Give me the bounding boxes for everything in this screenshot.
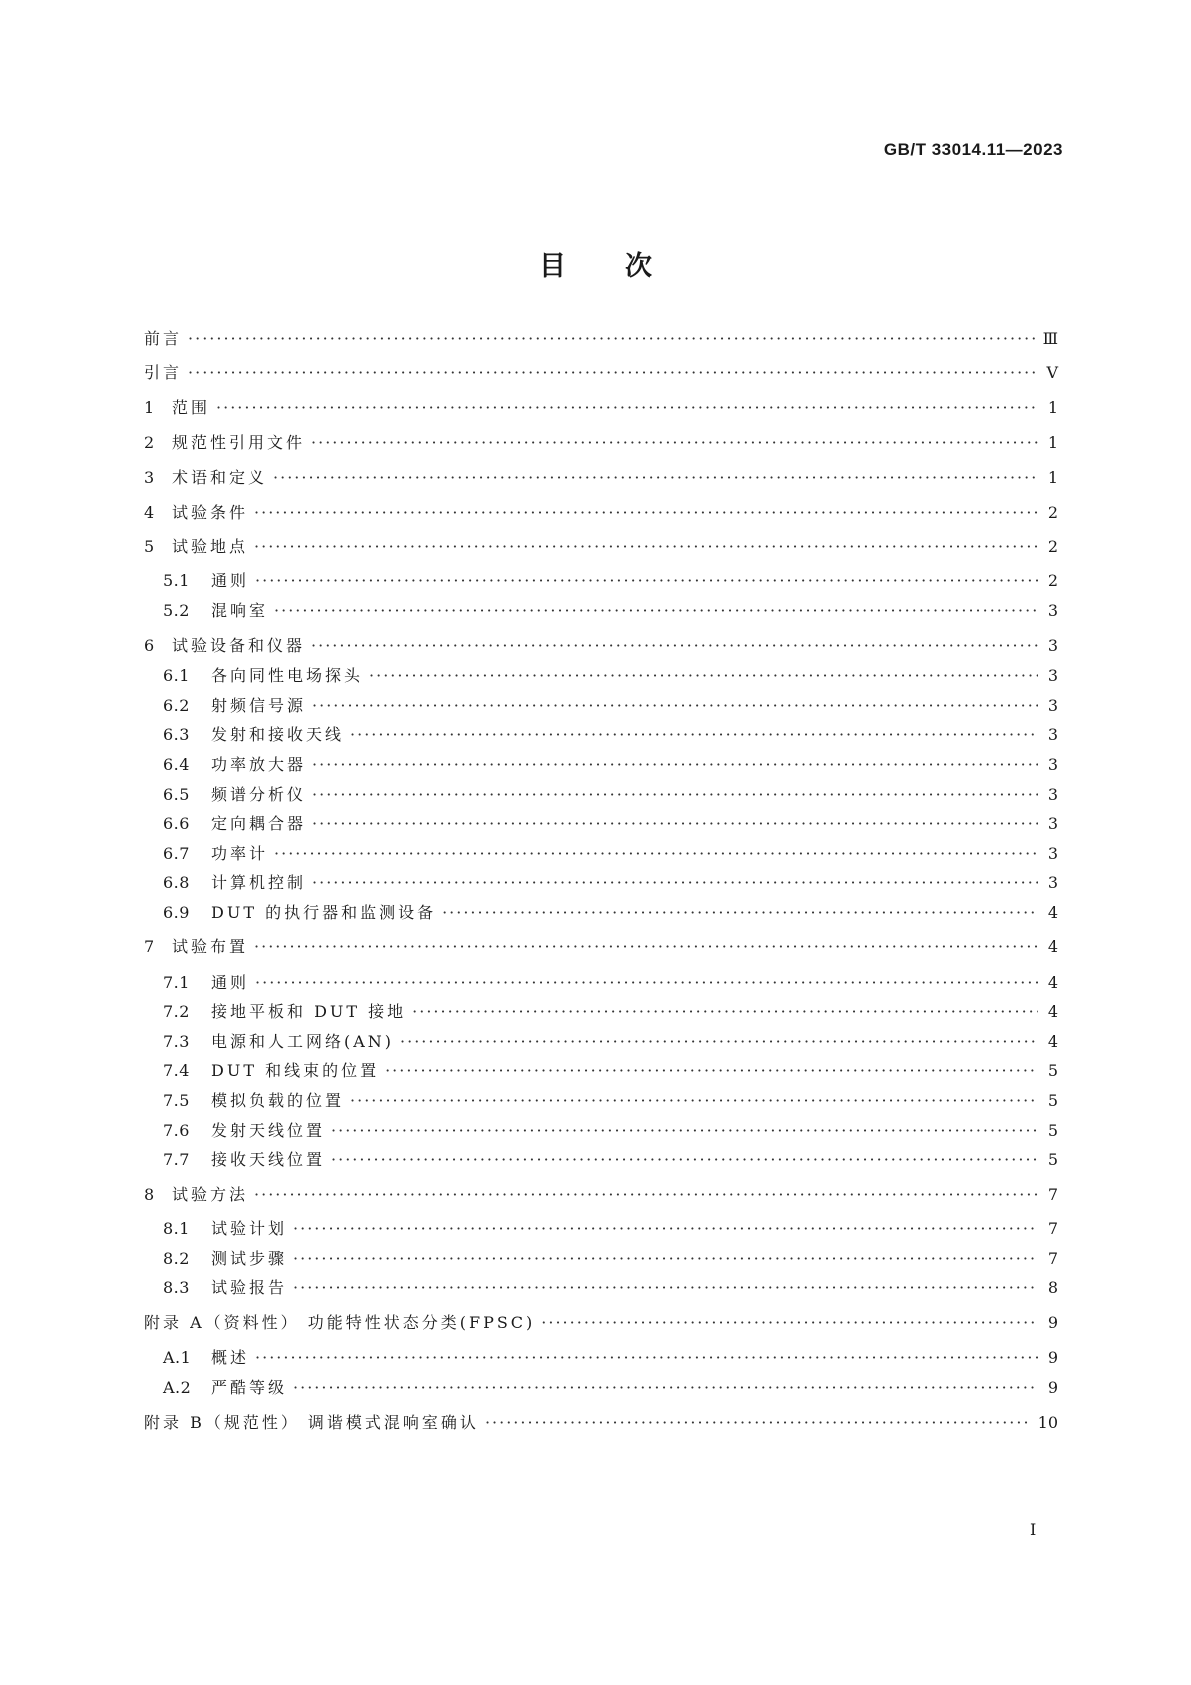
toc-entry-page: 1 [1047,468,1058,487]
toc-entry-label: 前言 [144,329,183,348]
toc-entry-number: 4 [144,503,155,522]
toc-entry-page: 5 [1047,1091,1058,1110]
toc-leader-dots [188,361,1038,385]
toc-entry[interactable] [163,1376,1058,1400]
toc-entry[interactable] [144,501,1058,525]
toc-entry-number: 7.6 [163,1121,190,1140]
standard-code: GB/T 33014.11—2023 [883,140,1063,159]
toc-entry-page: 4 [1047,937,1058,956]
toc-leader-dots [311,431,1038,455]
toc-entry[interactable] [144,361,1058,385]
toc-leader-dots [312,783,1038,807]
toc-entry-label: 接地平板和 DUT 接地 [211,1002,407,1021]
toc-entry[interactable] [163,664,1058,688]
toc-entry-page: 7 [1047,1185,1058,1204]
toc-entry[interactable] [163,1148,1058,1172]
toc-leader-dots [216,396,1038,420]
toc-entry-page: 7 [1047,1219,1058,1238]
toc-entry-page: 7 [1047,1249,1058,1268]
toc-entry[interactable] [163,812,1058,836]
toc-entry-page: 1 [1047,398,1058,417]
toc-entry-label: 严酷等级 [211,1378,288,1397]
toc-entry-page: 2 [1047,571,1058,590]
toc-leader-dots [442,901,1038,925]
toc-entry-number: 6.9 [163,903,190,922]
toc-entry-page: 2 [1047,503,1058,522]
toc-entry-number: 6.5 [163,785,190,804]
toc-entry-label: 附录 A（资料性） 功能特性状态分类(FPSC) [144,1313,536,1332]
toc-leader-dots [331,1148,1038,1172]
toc-entry-number: A.1 [163,1348,192,1367]
toc-entry-page: 4 [1047,903,1058,922]
toc-leader-dots [274,599,1038,623]
toc-leader-dots [255,569,1038,593]
toc-entry-label: 计算机控制 [211,873,307,892]
toc-leader-dots [273,466,1038,490]
toc-entry[interactable] [163,1247,1058,1271]
toc-leader-dots [350,1089,1038,1113]
toc-entry-page: 9 [1047,1378,1058,1397]
toc-leader-dots [255,971,1038,995]
page-title-char-2: 次 [625,251,652,282]
toc-leader-dots [293,1376,1038,1400]
toc-entry-label: 频谱分析仪 [211,785,307,804]
toc-entry-number: 7 [144,937,155,956]
toc-entry[interactable] [163,901,1058,925]
toc-entry-page: 3 [1047,873,1058,892]
toc-entry-label: 通则 [211,973,250,992]
toc-entry[interactable] [144,1411,1058,1435]
toc-entry-label: 定向耦合器 [211,814,307,833]
toc-entry-label: 试验布置 [172,937,249,956]
toc-entry[interactable] [144,327,1058,351]
toc-leader-dots [485,1411,1032,1435]
toc-entry-number: 5.2 [163,601,190,620]
toc-entry-number: 7.5 [163,1091,190,1110]
toc-entry[interactable] [163,1119,1058,1143]
toc-entry-number: 6.6 [163,814,190,833]
toc-entry[interactable] [144,431,1058,455]
toc-entry-label: 功率放大器 [211,755,307,774]
toc-entry-label: 功率计 [211,844,269,863]
toc-entry-number: 7.1 [163,973,190,992]
toc-leader-dots [385,1059,1038,1083]
toc-leader-dots [293,1247,1038,1271]
toc-entry-label: 接收天线位置 [211,1150,326,1169]
toc-entry[interactable] [163,1346,1058,1370]
toc-entry-label: 试验报告 [211,1278,288,1297]
toc-entry-page: 5 [1047,1121,1058,1140]
toc-leader-dots [312,753,1038,777]
toc-leader-dots [541,1311,1038,1335]
toc-entry-label: 混响室 [211,601,269,620]
toc-entry-number: 8.2 [163,1249,190,1268]
toc-entry-label: 试验计划 [211,1219,288,1238]
toc-entry-page: 3 [1047,725,1058,744]
toc-entry-number: 7.7 [163,1150,190,1169]
toc-entry[interactable] [144,1183,1058,1207]
toc-entry-number: 1 [144,398,155,417]
toc-entry[interactable] [163,753,1058,777]
toc-entry-number: 6.7 [163,844,190,863]
toc-entry-page: 3 [1047,696,1058,715]
toc-entry[interactable] [144,634,1058,658]
toc-entry-page: 5 [1047,1150,1058,1169]
toc-entry-label: 范围 [172,398,211,417]
toc-entry[interactable] [163,694,1058,718]
toc-entry-page: 9 [1047,1313,1058,1332]
toc-entry-number: 6.8 [163,873,190,892]
toc-leader-dots [331,1119,1038,1143]
toc-entry-label: 各向同性电场探头 [211,666,364,685]
toc-entry[interactable] [163,1276,1058,1300]
toc-entry-page: 3 [1047,785,1058,804]
toc-leader-dots [350,723,1038,747]
toc-leader-dots [188,327,1037,351]
toc-leader-dots [255,1346,1038,1370]
toc-entry-label: 概述 [211,1348,250,1367]
toc-entry[interactable] [163,783,1058,807]
toc-entry-label: 发射和接收天线 [211,725,345,744]
toc-leader-dots [369,664,1038,688]
toc-entry[interactable] [163,599,1058,623]
toc-leader-dots [254,1183,1038,1207]
toc-entry-number: 5 [144,537,155,556]
toc-entry-number: 7.3 [163,1032,190,1051]
toc-entry-label: 引言 [144,363,183,382]
toc-entry[interactable] [163,569,1058,593]
toc-entry-page: 3 [1047,814,1058,833]
toc-entry-page: 2 [1047,537,1058,556]
toc-entry-label: DUT 的执行器和监测设备 [211,903,437,922]
toc-entry-label: 模拟负载的位置 [211,1091,345,1110]
toc-entry[interactable] [163,723,1058,747]
toc-entry-page: 5 [1047,1061,1058,1080]
toc-entry-label: 发射天线位置 [211,1121,326,1140]
toc-leader-dots [412,1000,1038,1024]
toc-entry-label: 试验设备和仪器 [172,636,306,655]
page-number: I [1030,1520,1037,1539]
toc-entry-page: 9 [1047,1348,1058,1367]
toc-entry-number: 8.3 [163,1278,190,1297]
toc-entry[interactable] [144,1311,1058,1335]
toc-entry-page: 3 [1047,636,1058,655]
toc-leader-dots [254,501,1038,525]
toc-entry-page: 8 [1047,1278,1058,1297]
page-title-char-1: 目 [539,251,566,282]
toc-leader-dots [293,1217,1038,1241]
toc-entry[interactable] [163,1217,1058,1241]
toc-entry-page: Ⅲ [1042,329,1058,348]
toc-entry-label: 射频信号源 [211,696,307,715]
toc-entry-label: 电源和人工网络(AN) [211,1032,395,1051]
toc-entry-number: 3 [144,468,155,487]
toc-entry[interactable] [163,1089,1058,1113]
toc-entry-label: 术语和定义 [172,468,268,487]
toc-entry-label: 附录 B（规范性） 调谐模式混响室确认 [144,1413,479,1432]
toc-entry[interactable] [163,871,1058,895]
toc-entry[interactable] [144,396,1058,420]
toc-entry-page: 10 [1037,1413,1058,1432]
toc-entry-page: Ⅴ [1046,363,1058,382]
toc-entry-label: 规范性引用文件 [172,433,306,452]
toc-entry-label: 测试步骤 [211,1249,288,1268]
toc-entry-label: 试验方法 [172,1185,249,1204]
toc-entry-page: 3 [1047,666,1058,685]
toc-leader-dots [312,871,1038,895]
toc-entry[interactable] [163,842,1058,866]
toc-leader-dots [254,535,1038,559]
toc-entry-number: 5.1 [163,571,190,590]
toc-entry-number: 8.1 [163,1219,190,1238]
toc-entry-number: A.2 [163,1378,192,1397]
toc-entry[interactable] [144,466,1058,490]
toc-entry[interactable] [144,535,1058,559]
toc-entry-label: 试验条件 [172,503,249,522]
toc-entry-label: 试验地点 [172,537,249,556]
toc-entry-number: 6.1 [163,666,190,685]
toc-entry-number: 7.2 [163,1002,190,1021]
toc-entry-label: 通则 [211,571,250,590]
toc-leader-dots [312,694,1038,718]
toc-entry-page: 3 [1047,601,1058,620]
toc-entry-page: 3 [1047,755,1058,774]
toc-entry-number: 7.4 [163,1061,190,1080]
toc-leader-dots [312,812,1038,836]
toc-entry-number: 2 [144,433,155,452]
toc-leader-dots [311,634,1038,658]
toc-entry[interactable] [163,1059,1058,1083]
toc-entry-number: 6.3 [163,725,190,744]
toc-entry-label: DUT 和线束的位置 [211,1061,380,1080]
toc-leader-dots [254,935,1038,959]
toc-entry[interactable] [144,935,1058,959]
toc-entry-page: 3 [1047,844,1058,863]
toc-entry-number: 6 [144,636,155,655]
toc-entry[interactable] [163,1000,1058,1024]
toc-entry-page: 4 [1047,1032,1058,1051]
toc-entry[interactable] [163,971,1058,995]
toc-entry-page: 4 [1047,1002,1058,1021]
toc-entry-number: 6.4 [163,755,190,774]
toc-entry[interactable] [163,1030,1058,1054]
toc-entry-number: 8 [144,1185,155,1204]
toc-leader-dots [400,1030,1038,1054]
toc-entry-page: 4 [1047,973,1058,992]
toc-leader-dots [274,842,1038,866]
toc-entry-number: 6.2 [163,696,190,715]
toc-entry-page: 1 [1047,433,1058,452]
toc-leader-dots [293,1276,1038,1300]
